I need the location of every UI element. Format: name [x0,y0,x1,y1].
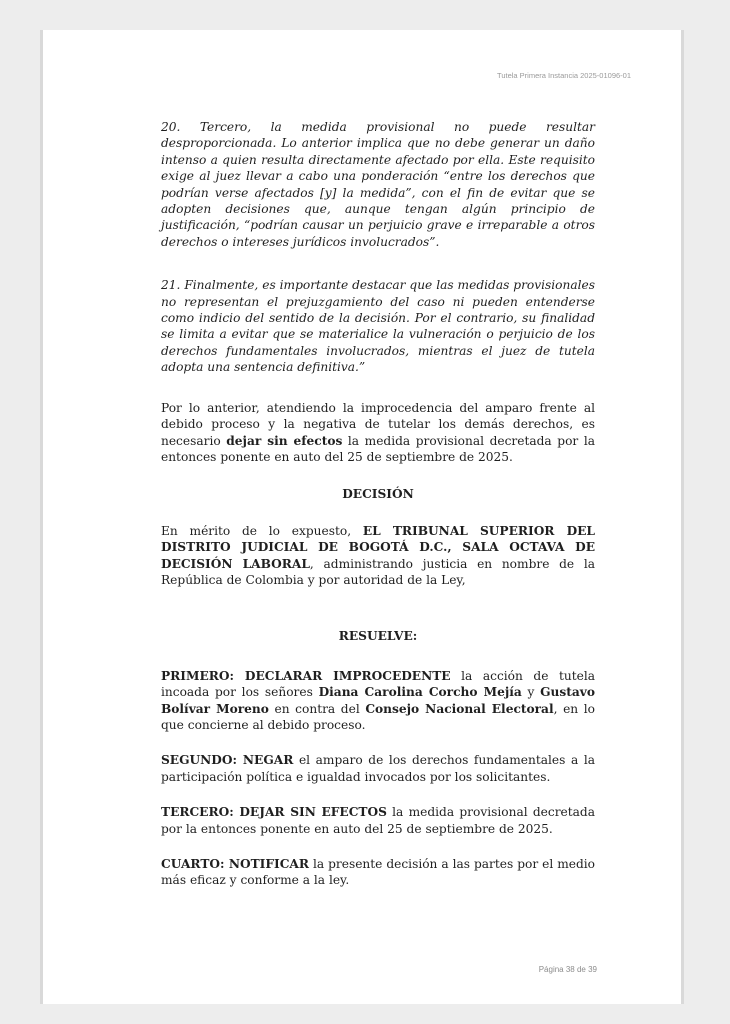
paragraph-por-lo-anterior [161,400,595,466]
paragraph-20: 20. Tercero, la medida provisional no puede resultar desproporcionada. Lo anterior implica que no debe generar un daño intenso a quien resulta directamente afectado por ella. Este requisito exige al juez llevar a cabo una ponderación “entre los derechos que podrían verse afectados [y] la medida”, con el fin de evitar que se adopten decisiones que, aunque tengan algún principio de justificación, “podrían causar un perjuicio grave e irreparable a otros derechos o intereses jurídicos involucrados”. [161,120,595,249]
bold-segment: dejar sin efectos [226,433,343,448]
bold-segment: Gustavo Bolívar Moreno [161,685,595,716]
paragraph-primero [161,668,595,734]
document-body [161,119,595,889]
decision-heading: DECISIÓN [342,487,414,502]
page-number: Página 38 de 39 [538,965,597,974]
paragraph-cuarto [161,856,595,889]
text-segment: la presente decisión a las partes por el medio más eficaz y conforme a la ley. [161,857,596,888]
text-segment: Por lo anterior, atendiendo la improcedencia del amparo frente al debido proceso y la negativa de tutelar los demás derechos, es necesario [161,400,595,448]
text-segment: , administrando justicia en nombre de la República de Colombia y por autoridad de la Ley, [161,556,595,587]
resuelve-heading: RESUELVE: [338,629,418,644]
bold-segment: Consejo Nacional Electoral [365,701,554,716]
paragraph-21: 21. Finalmente, es importante destacar que las medidas provisionales no representan el prejuzgamiento del caso ni pueden entenderse como indicio del sentido de la decisión. Por el contrario, su finalidad se limita a evitar que se materialice la vulneración o perjuicio de los derechos fundamentales involucrados, mientras el juez de tutela adopta una sentencia definitiva.” [161,278,595,375]
text-segment: el amparo de los derechos fundamentales a la participación política e igualdad invocados por los solicitantes. [161,753,595,784]
text-segment: la medida provisional decretada por la entonces ponente en auto del 25 de septiembre de 2025. [161,433,595,464]
document-page [40,30,684,1004]
bold-segment: TERCERO: DEJAR SIN EFECTOS [161,805,387,820]
text-segment: , en lo que concierne al debido proceso. [161,701,595,732]
bold-segment: Diana Carolina Corcho Mejía [318,685,522,700]
text-segment: En mérito de lo expuesto, [161,523,363,538]
page-header: Tutela Primera Instancia 2025-01096-01 [497,71,631,80]
bold-segment: EL TRIBUNAL SUPERIOR DEL DISTRITO JUDICIAL DE BOGOTÁ D.C., SALA OCTAVA DE DECISIÓN LABORAL [161,523,595,571]
text-segment: y [521,685,541,700]
text-segment: la acción de tutela incoada por los señores [161,668,596,700]
text-segment: en contra del [268,701,366,716]
bold-segment: SEGUNDO: NEGAR [161,753,294,768]
text-segment: la medida provisional decretada por la entonces ponente en auto del 25 de septiembre de 2025. [161,805,595,836]
paragraph-tercero [161,804,595,837]
bold-segment: CUARTO: NOTIFICAR [161,857,310,871]
paragraph-merito [161,523,595,589]
paragraph-segundo [161,752,595,785]
bold-segment: PRIMERO: DECLARAR IMPROCEDENTE [161,668,451,683]
